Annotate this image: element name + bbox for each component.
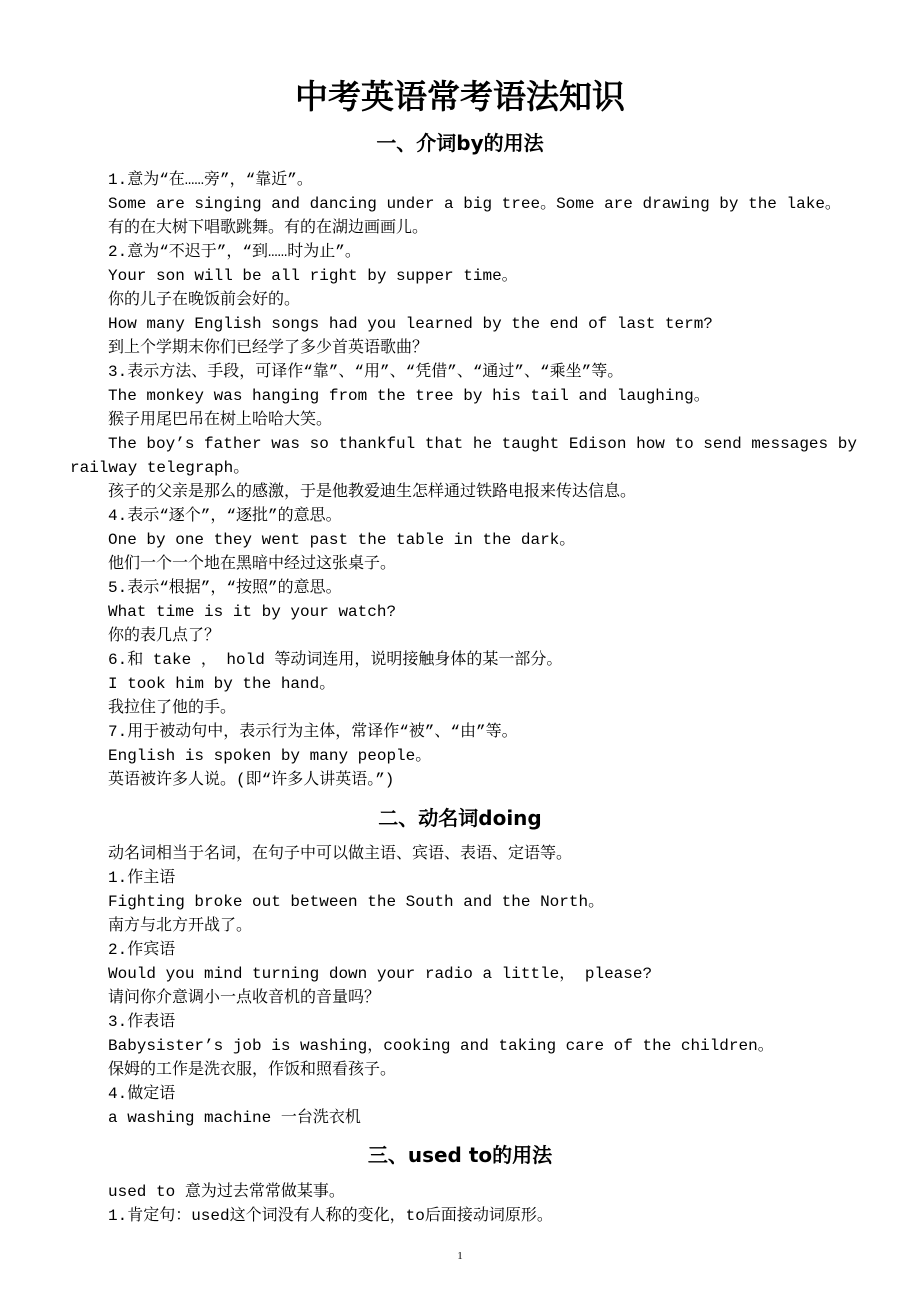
text-line: 4.做定语 [108, 1085, 176, 1103]
text-line: Fighting broke out between the South and the North。 [108, 893, 605, 911]
text-line: a washing machine 一台洗衣机 [108, 1109, 361, 1127]
section-body [70, 842, 918, 1130]
text-line: The monkey was hanging from the tree by his tail and laughing。 [108, 387, 710, 405]
text-line: 猴子用尾巴吊在树上哈哈大笑。 [108, 411, 333, 429]
text-line: 4.表示“逐个”，“逐批”的意思。 [108, 507, 342, 525]
text-line: 3.表示方法、手段，可译作“靠”、“用”、“凭借”、“通过”、“乘坐”等。 [108, 363, 624, 381]
text-line: 有的在大树下唱歌跳舞。有的在湖边画画儿。 [108, 219, 429, 237]
text-line: Would you mind turning down your radio a little， please? [108, 965, 653, 983]
text-line: The boy’s father was so thankful that he taught Edison how to send messages by railway telegraph。 [70, 435, 857, 477]
text-line: One by one they went past the table in the dark。 [108, 531, 576, 549]
section-heading: 一、介词by的用法 [376, 131, 544, 155]
text-line: 1.肯定句：used这个词没有人称的变化，to后面接动词原形。 [108, 1207, 553, 1225]
text-line: 我拉住了他的手。 [108, 699, 237, 717]
text-line: 5.表示“根据”，“按照”的意思。 [108, 579, 342, 597]
text-line: 7.用于被动句中，表示行为主体，常译作“被”、“由”等。 [108, 723, 518, 741]
text-line: Some are singing and dancing under a big tree。Some are drawing by the lake。 [108, 195, 841, 213]
text-line: 1.作主语 [108, 869, 176, 887]
text-line: 你的表几点了？ [108, 627, 221, 645]
text-line: I took him by the hand。 [108, 675, 336, 693]
text-line: 动名词相当于名词，在句子中可以做主语、宾语、表语、定语等。 [108, 845, 573, 863]
text-line: used to 意为过去常常做某事。 [108, 1183, 345, 1201]
text-line: 英语被许多人说。(即“许多人讲英语。”) [108, 771, 395, 789]
section-heading: 三、used to的用法 [367, 1143, 553, 1167]
text-line: 孩子的父亲是那么的感激，于是他教爱迪生怎样通过铁路电报来传达信息。 [108, 483, 637, 501]
document-title: 中考英语常考语法知识 [295, 77, 625, 116]
text-line: 保姆的工作是洗衣服，作饭和照看孩子。 [108, 1061, 397, 1079]
text-line: 南方与北方开战了。 [108, 917, 253, 935]
section-heading: 二、动名词doing [378, 806, 542, 830]
text-line: English is spoken by many people。 [108, 747, 432, 765]
text-line: How many English songs had you learned by the end of last term? [108, 315, 713, 333]
text-line: 1.意为“在……旁”，“靠近”。 [108, 171, 313, 189]
section-body [70, 168, 918, 792]
text-line: 你的儿子在晚饭前会好的。 [108, 291, 301, 309]
text-line: 2.作宾语 [108, 941, 176, 959]
text-line: 2.意为“不迟于”，“到……时为止”。 [108, 243, 361, 261]
text-line: 6.和 take ， hold 等动词连用，说明接触身体的某一部分。 [108, 651, 563, 669]
text-line: 3.作表语 [108, 1013, 176, 1031]
text-line: Your son will be all right by supper time。 [108, 267, 518, 285]
text-line: Babysister’s job is washing，cooking and taking care of the children。 [108, 1037, 774, 1055]
text-line: What time is it by your watch? [108, 603, 397, 621]
text-line: 请问你介意调小一点收音机的音量吗？ [108, 989, 381, 1007]
section-body [70, 1180, 918, 1228]
page-number: 1 [457, 1250, 463, 1262]
text-line: 他们一个一个地在黑暗中经过这张桌子。 [108, 555, 397, 573]
text-line: 到上个学期末你们已经学了多少首英语歌曲？ [108, 339, 429, 357]
